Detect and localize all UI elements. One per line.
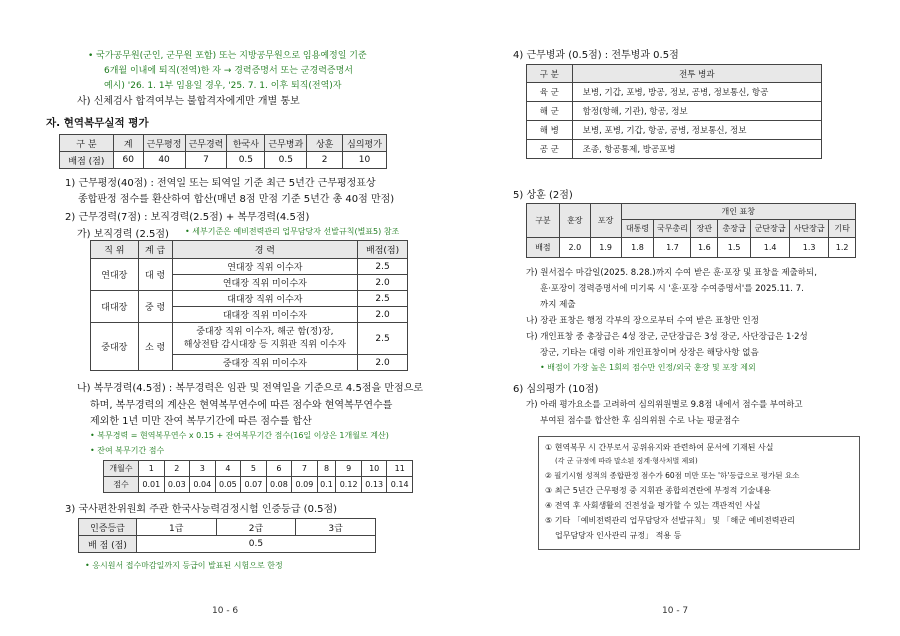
criteria-line: ⑤ 기타 「예비전력관리 업무담당자 선발규칙」 및 「해군 예비전력관리 [545, 516, 795, 525]
month-cell: 7 [292, 461, 318, 477]
career-position: 연대장 [91, 259, 139, 291]
months-row-label: 개월수 [104, 461, 139, 477]
career-item: 연대장 직위 이수자 [172, 259, 358, 275]
month-cell: 9 [336, 461, 362, 477]
score-value: 10 [343, 152, 387, 169]
award-sub-header: 기타 [829, 220, 856, 238]
score-cell: 0.14 [387, 477, 413, 493]
career-header: 경 력 [172, 241, 358, 259]
score-header: 상훈 [307, 135, 343, 152]
item-2-na-table-note: • 잔여 복무기간 점수 [90, 446, 165, 455]
note-line: 6개월 이내에 퇴직(전역)한 자 → 경력증명서 또는 군경력증명서 [104, 66, 353, 76]
item-2: 2) 근무경력(7점) : 보직경력(2.5점) + 복무경력(4.5점) [65, 212, 310, 223]
score-header: 계 [113, 135, 143, 152]
month-cell: 1 [139, 461, 165, 477]
score-cell: 0.08 [266, 477, 292, 493]
item-2-ga-note: • 세부기준은 예비전력관리 업무담당자 선발규칙(별표5) 참조 [185, 227, 400, 236]
item-2-na-formula: • 복무경력 = 현역복무연수 x 0.15 + 잔여복무기간 점수(16일 이상은 1개월로 계산) [90, 431, 389, 440]
score-cell: 0.1 [317, 477, 336, 493]
right-page [450, 0, 900, 636]
score-table [59, 134, 387, 169]
note-line: 예시) '26. 1. 1부 임용일 경우, '25. 7. 1. 이후 퇴직(전역)자 [104, 81, 342, 91]
score-cell: 0.04 [190, 477, 216, 493]
page-number: 10 - 7 [662, 606, 689, 616]
career-score: 2.0 [358, 355, 408, 371]
award-sub-header: 장관 [691, 220, 718, 238]
award-value: 2.0 [559, 238, 590, 258]
item-5-na: 나) 장관 표창은 행정 각부의 장으로부터 수여 받은 표창만 인정 [526, 316, 759, 326]
career-score: 2.0 [358, 307, 408, 323]
score-value: 7 [185, 152, 227, 169]
month-cell: 3 [190, 461, 216, 477]
score-value: 0.5 [265, 152, 307, 169]
grade-value: 0.5 [136, 536, 375, 553]
item-5: 5) 상훈 (2점) [513, 190, 573, 201]
award-group-header: 개인 표창 [621, 204, 855, 220]
score-cell: 0.01 [139, 477, 165, 493]
branch-list: 함정(항해, 기관), 항공, 정보 [572, 102, 821, 121]
score-header: 근무경력 [185, 135, 227, 152]
career-rank: 소 령 [138, 323, 172, 371]
career-item [172, 323, 358, 355]
criteria-box [538, 436, 860, 550]
branch-service: 해 병 [527, 121, 573, 140]
branch-header: 구 분 [527, 65, 573, 83]
criteria-line: ④ 전역 후 사회생활의 건전성을 평가할 수 있는 객관적인 사실 [545, 501, 761, 510]
award-value: 1.6 [691, 238, 718, 258]
career-item: 대대장 직위 미이수자 [172, 307, 358, 323]
item-5-note: • 배점이 가장 높은 1회의 점수만 인정/외국 훈장 및 포장 제외 [540, 363, 756, 372]
branch-list: 조종, 항공통제, 방공포병 [572, 140, 821, 159]
score-header: 구 분 [60, 135, 114, 152]
month-cell: 2 [164, 461, 190, 477]
month-cell: 6 [266, 461, 292, 477]
award-value: 1.2 [829, 238, 856, 258]
award-value: 1.4 [751, 238, 790, 258]
months-row-label: 점수 [104, 477, 139, 493]
month-cell: 11 [387, 461, 413, 477]
score-cell: 0.09 [292, 477, 318, 493]
item-6-ga-line: 가) 아래 평가요소를 고려하여 심의위원별로 9.8점 내에서 점수를 부여하고 [526, 400, 803, 410]
score-cell: 0.12 [336, 477, 362, 493]
item-1-line1: 1) 근무평정(40점) : 전역일 또는 퇴역일 기준 최근 5년간 근무평정표상 [65, 178, 376, 189]
career-position: 중대장 [91, 323, 139, 371]
branch-header: 전투 병과 [572, 65, 821, 83]
item-1-line2: 종합판정 점수를 환산하여 합산(매년 8점 만점 기준 5년간 총 40점 만점) [78, 194, 395, 205]
award-value: 1.7 [654, 238, 691, 258]
item-3-note: • 응시원서 접수마감일까지 등급이 발표된 시험으로 한정 [85, 561, 283, 570]
month-cell: 8 [317, 461, 336, 477]
award-sub-header: 사단장급 [790, 220, 829, 238]
item-5-da-line: 장군, 기타는 대령 이하 개인표창이며 상장은 해당사항 없음 [540, 348, 759, 358]
grade-table [78, 518, 376, 553]
item-6: 6) 심의평가 (10점) [513, 384, 599, 395]
item-4: 4) 근무병과 (0.5점) : 전투병과 0.5점 [513, 50, 679, 61]
career-score: 2.5 [358, 323, 408, 355]
branch-service: 육 군 [527, 83, 573, 102]
score-header: 근무병과 [265, 135, 307, 152]
item-2-na-line: 하며, 복무경력의 계산은 현역복무연수에 따른 점수와 현역복무연수를 [90, 400, 393, 411]
month-cell: 4 [215, 461, 241, 477]
award-sub-header: 군단장급 [751, 220, 790, 238]
award-sub-header: 대통령 [621, 220, 654, 238]
item-5-ga-line: 훈‧포장이 경력증명서에 미기록 시 '훈‧포장 수여증명서'를 2025.11. 7. [540, 284, 804, 294]
branch-table [526, 64, 822, 159]
item-2-ga: 가) 보직경력 (2.5점) [77, 229, 169, 240]
criteria-line: 업무담당자 인사관리 규정」 적용 등 [555, 531, 682, 540]
score-header: 심의평가 [343, 135, 387, 152]
award-row-label: 배점 [527, 238, 560, 258]
branch-list: 보병, 포병, 기갑, 항공, 공병, 정보통신, 정보 [572, 121, 821, 140]
item-6-ga-line: 부여된 점수를 합산한 후 심의위원 수로 나눈 평균점수 [540, 416, 740, 426]
page-number: 10 - 6 [212, 606, 239, 616]
section-title: 자. 현역복무실적 평가 [46, 117, 149, 129]
award-col-hunjang: 훈장 [559, 204, 590, 238]
career-item: 연대장 직위 미이수자 [172, 275, 358, 291]
career-position: 대대장 [91, 291, 139, 323]
month-cell: 5 [241, 461, 267, 477]
career-score: 2.5 [358, 291, 408, 307]
career-item-line: 중대장 직위 이수자, 해군 함(정)장, [196, 326, 334, 337]
career-table [90, 240, 408, 371]
score-header: 근무평정 [143, 135, 185, 152]
career-rank: 대 령 [138, 259, 172, 291]
career-score: 2.0 [358, 275, 408, 291]
score-value: 40 [143, 152, 185, 169]
career-item: 대대장 직위 이수자 [172, 291, 358, 307]
item-5-da-line: 다) 개인표창 중 총장급은 4성 장군, 군단장급은 3성 장군, 사단장급은 1‧2성 [526, 332, 808, 342]
months-table [103, 460, 413, 493]
award-table [526, 203, 856, 258]
grade-header: 인증등급 [79, 519, 137, 536]
career-rank: 중 령 [138, 291, 172, 323]
grade-header: 2급 [216, 519, 296, 536]
career-header: 배점(점) [358, 241, 408, 259]
grade-row-label: 배 점 (점) [79, 536, 137, 553]
month-cell: 10 [361, 461, 387, 477]
criteria-line: ② 필기시험 성적의 종합판정 점수가 60점 미만 또는 '하'등급으로 평가된 요소 [545, 471, 800, 480]
career-header: 계 급 [138, 241, 172, 259]
score-cell: 0.05 [215, 477, 241, 493]
career-item-line: 해상전탐 감시대장 등 지휘관 직위 이수자 [183, 339, 346, 350]
branch-service: 해 군 [527, 102, 573, 121]
grade-header: 1급 [136, 519, 216, 536]
score-cell: 0.13 [361, 477, 387, 493]
item-sa: 사) 신체검사 합격여부는 불합격자에게만 개별 통보 [77, 96, 300, 107]
criteria-line: ③ 최근 5년간 근무평정 중 지휘관 종합의견란에 부정적 기술내용 [545, 486, 771, 495]
award-sub-header: 국무총리 [654, 220, 691, 238]
award-col-pojang: 포장 [590, 204, 621, 238]
item-3: 3) 국사편찬위원회 주관 한국사능력검정시험 인증등급 (0.5점) [65, 504, 338, 515]
score-value: 0.5 [227, 152, 265, 169]
award-value: 1.9 [590, 238, 621, 258]
award-value: 1.8 [621, 238, 654, 258]
score-header: 한국사 [227, 135, 265, 152]
branch-list: 보병, 기갑, 포병, 방공, 정보, 공병, 정보통신, 항공 [572, 83, 821, 102]
item-5-ga-line: 까지 제출 [540, 300, 576, 310]
criteria-line: ① 현역복무 시 간부로서 공위유지와 관련하여 문서에 기재된 사실 [545, 443, 774, 452]
award-value: 1.5 [718, 238, 751, 258]
grade-header: 3급 [296, 519, 376, 536]
career-score: 2.5 [358, 259, 408, 275]
award-label-col: 구분 [527, 204, 560, 238]
note-line: • 국가공무원(군인, 군무원 포함) 또는 지방공무원으로 임용예정일 기준 [88, 51, 367, 61]
award-value: 1.3 [790, 238, 829, 258]
award-sub-header: 총장급 [718, 220, 751, 238]
career-header: 직 위 [91, 241, 139, 259]
career-item: 중대장 직위 미이수자 [172, 355, 358, 371]
item-2-na-line: 제외한 1년 미만 잔여 복무기간에 따른 점수를 합산 [90, 416, 312, 427]
criteria-line: (각 군 규정에 따라 말소된 징계‧형사처벌 제외) [555, 457, 698, 465]
score-row-label: 배점 (점) [60, 152, 114, 169]
score-cell: 0.03 [164, 477, 190, 493]
item-5-ga-line: 가) 원서접수 마감일(2025. 8.28.)까지 수여 받은 훈‧포장 및 표창을 제출하되, [526, 268, 817, 278]
item-2-na-line: 나) 복무경력(4.5점) : 복무경력은 임관 및 전역일을 기준으로 4.5점을 만점으로 [77, 383, 423, 394]
score-value: 2 [307, 152, 343, 169]
score-value: 60 [113, 152, 143, 169]
branch-service: 공 군 [527, 140, 573, 159]
score-cell: 0.07 [241, 477, 267, 493]
